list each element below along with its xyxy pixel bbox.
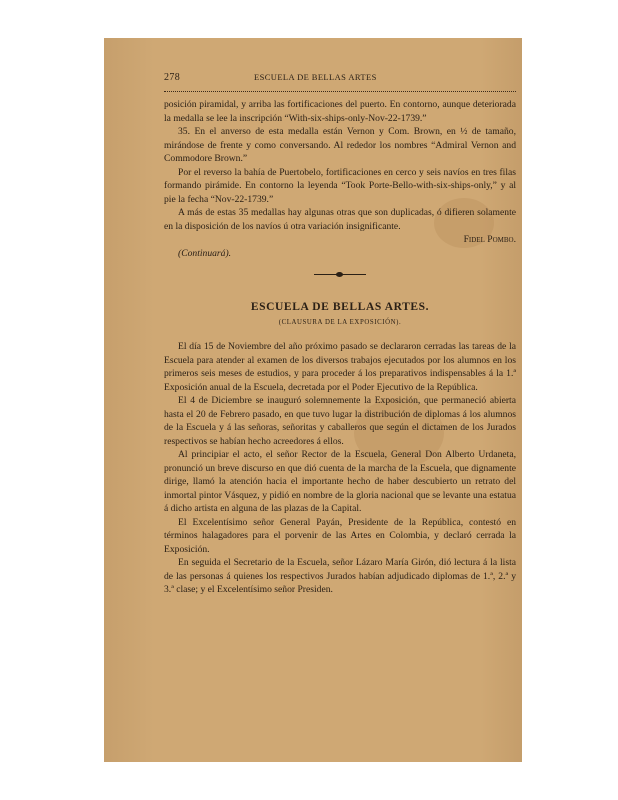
previous-article [164,98,516,260]
article-body [164,340,516,597]
paragraph: posición piramidal, y arriba las fortificaciones del puerto. En contorno, aunque deteriorada la medalla se lee la inscripción “With-six-ships-only-Nov-22-1739.” [164,99,516,124]
page-header [164,72,516,83]
article-title: ESCUELA DE BELLAS ARTES. [250,301,430,313]
section-separator [314,274,366,275]
continued-note: (Continuará). [178,247,232,259]
header-rule [164,87,516,92]
paragraph: Por el reverso la bahía de Puertobelo, fortificaciones en cerco y seis navíos en tres filas formando pirámide. En contorno la leyenda “Took Porte-Bello-with-six-ships-only,” y al pie la fecha “Nov-22-1739.” [164,166,516,205]
scanned-page [104,38,522,762]
paragraph: Al principiar el acto, el señor Rector de la Escuela, General Don Alberto Urdaneta, pronunció un breve discurso en que dió cuenta de la marcha de la Escuela, que dignamente dirige, llamó la atención hacia el importante hecho de haber descubierto un retrato del inmortal pintor Vásquez, y pidió en nombre de la gloria nacional que se levante una estatua á dicho artista en alguna de las plazas de la Capital. [164,449,516,514]
running-title: ESCUELA DE BELLAS ARTES [254,72,377,82]
paragraph: El 4 de Diciembre se inauguró solemnemente la Exposición, que permaneció abierta hasta el 20 de Febrero pasado, en que tuvo lugar la distribución de diplomas á los alumnos de la Escuela y á las señoras, señoritas y caballeros que según el dictamen de los Jurados respectivos se habían hecho acreedores á ellos. [164,395,516,447]
page-text-block [164,72,516,597]
paragraph: El día 15 de Noviembre del año próximo pasado se declararon cerradas las tareas de la Escuela para atender al examen de los diversos trabajos ejecutados por los alumnos en los primeros seis meses de estudios, y para proceder á los preparativos indispensables á la 1.ª Exposición anual de la Escuela, decretada por el Poder Ejecutivo de la República. [164,341,516,393]
paragraph: 35. En el anverso de esta medalla están Vernon y Com. Brown, en ½ de tamaño, mirándose de frente y como conversando. Al rededor los nombres “Admiral Vernon and Commodore Brown.” [164,126,516,164]
paragraph: El Excelentísimo señor General Payán, Presidente de la República, contestó en términos halagadores para el porvenir de las Artes en Colombia, y declaró cerrada la Exposición. [164,516,516,555]
page-number: 278 [164,72,181,83]
article-subtitle: (CLAUSURA DE LA EXPOSICIÓN). [278,319,402,326]
author-signature: Fidel Pombo. [463,234,516,245]
paragraph: A más de estas 35 medallas hay algunas otras que son duplicadas, ó difieren solamente en la disposición de los navíos ú otra variación insignificante. [164,207,516,232]
paragraph: En seguida el Secretario de la Escuela, señor Lázaro María Girón, dió lectura á la lista de las personas á quienes los respectivos Jurados habían adjudicado diplomas de 1.ª, 2.ª y 3.ª clase; y el Excelentísimo señor Presiden. [164,557,516,595]
